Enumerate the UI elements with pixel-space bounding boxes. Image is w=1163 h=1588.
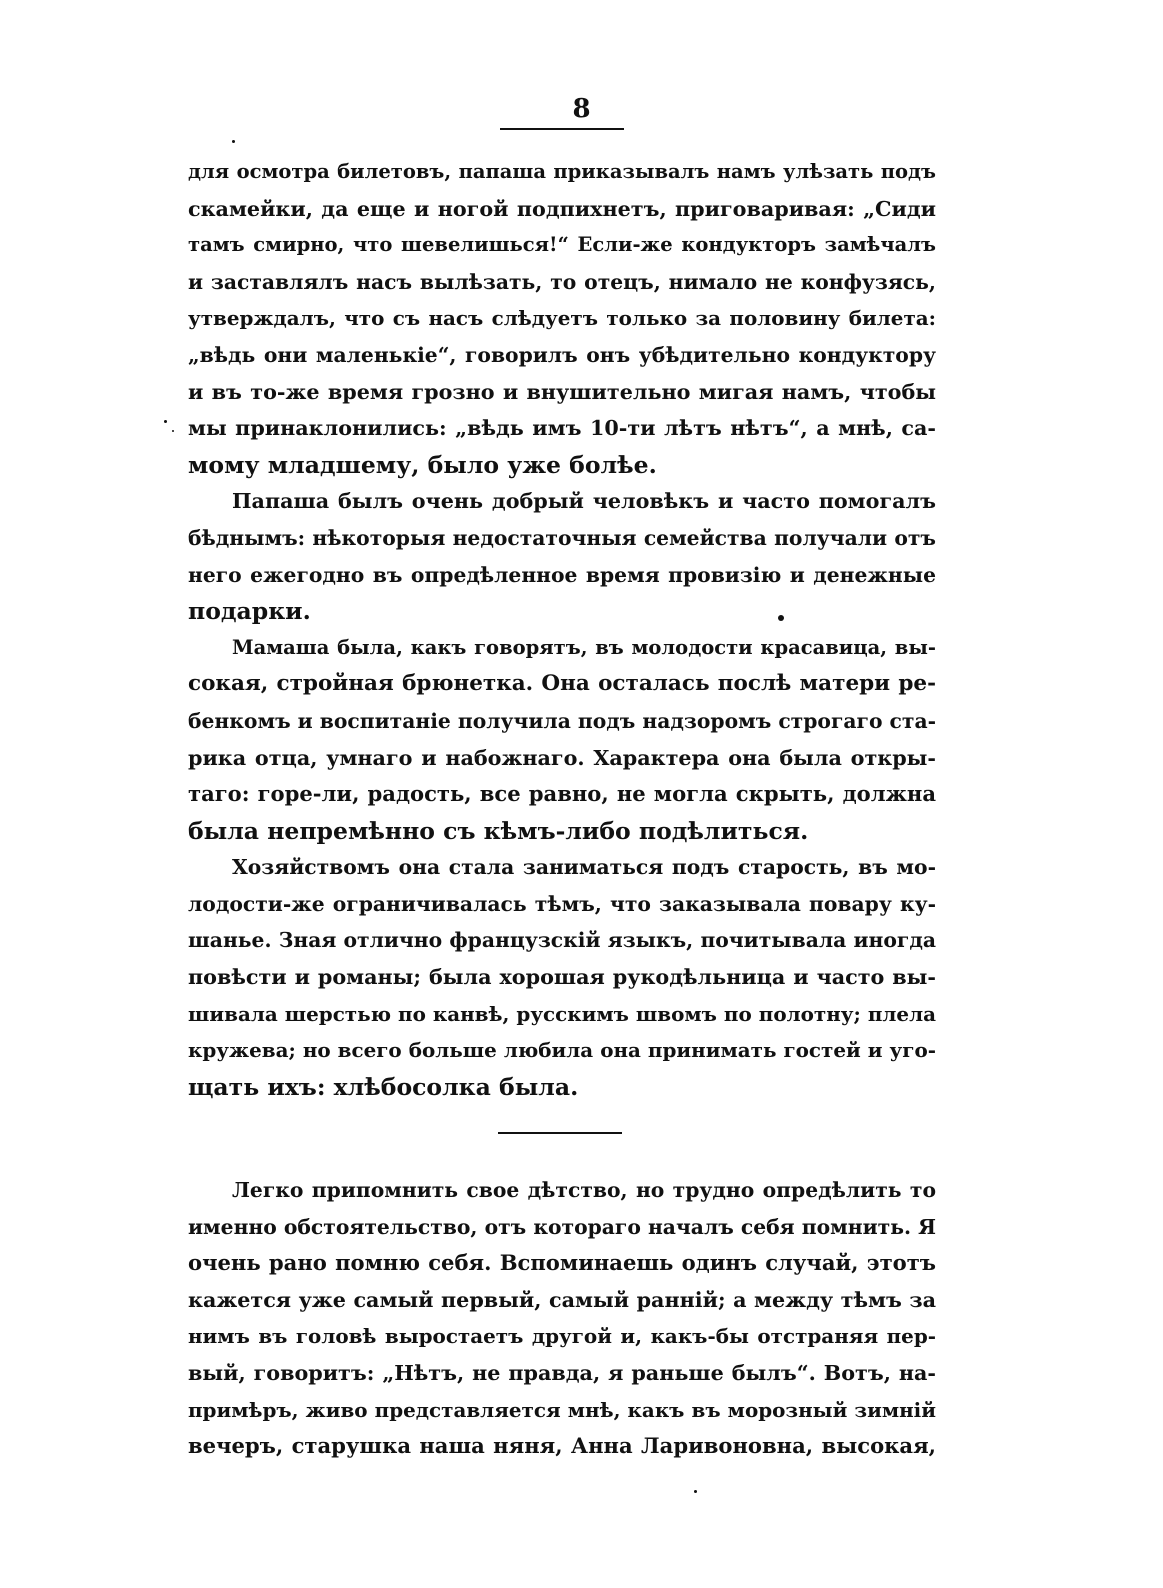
header-rule	[500, 128, 624, 130]
text-line: шанье. Зная отлично французскій языкъ, почитывала иногда	[188, 928, 936, 953]
text-line: лодости-же ограничивалась тѣмъ, что заказывала повару ку-	[188, 891, 936, 916]
text-line: для осмотра билетовъ, папаша приказывалъ намъ улѣзать подъ	[188, 160, 936, 183]
text-line: подарки.	[188, 597, 311, 626]
scan-speck	[694, 1490, 697, 1493]
text-line: кажется уже самый первый, самый ранній; а между тѣмъ за	[188, 1287, 936, 1312]
text-block-1	[188, 154, 936, 1105]
text-line: вый, говоритъ: „Нѣтъ, не правда, я раньше былъ“. Вотъ, на-	[188, 1360, 936, 1385]
text-line: именно обстоятельство, отъ котораго началъ себя помнить. Я	[188, 1214, 936, 1239]
text-line: Мамаша была, какъ говорятъ, въ молодости красавица, вы-	[232, 635, 936, 659]
text-line: утверждалъ, что съ насъ слѣдуетъ только за половину билета:	[188, 306, 936, 331]
text-line: и въ то-же время грозно и внушительно мигая намъ, чтобы	[188, 379, 936, 404]
text-line: скамейки, да еще и ногой подпихнетъ, приговаривая: „Сиди	[188, 196, 936, 221]
text-line: тамъ смирно, что шевелишься!“ Если-же кондукторъ замѣчалъ	[188, 233, 936, 257]
text-line: Хозяйствомъ она стала заниматься подъ старость, въ мо-	[232, 855, 936, 880]
text-line: вечеръ, старушка наша няня, Анна Ларивоновна, высокая,	[188, 1433, 936, 1459]
text-line: нимъ въ головѣ выростаетъ другой и, какъ-бы отстраняя пер-	[188, 1324, 936, 1349]
text-line: мы принаклонились: „вѣдь имъ 10-ти лѣтъ нѣтъ“, а мнѣ, са-	[188, 416, 936, 441]
text-line: мому младшему, было уже болѣе.	[188, 450, 657, 479]
text-line: щать ихъ: хлѣбосолка была.	[188, 1072, 579, 1101]
text-line: и заставлялъ насъ вылѣзать, то отецъ, нимало не конфузясь,	[188, 269, 936, 294]
text-line: примѣръ, живо представляется мнѣ, какъ въ морозный зимній	[188, 1397, 936, 1422]
text-line: бѣднымъ: нѣкоторыя недостаточныя семейства получали отъ	[188, 525, 936, 550]
text-line: рика отца, умнаго и набожнаго. Характера она была откры-	[188, 745, 936, 770]
text-line: сокая, стройная брюнетка. Она осталась послѣ матери ре-	[188, 671, 936, 697]
section-divider	[498, 1132, 622, 1134]
text-line: бенкомъ и воспитаніе получила подъ надзоромъ строгаго ста-	[188, 708, 936, 733]
page-number: 8	[572, 94, 591, 124]
text-line: него ежегодно въ опредѣленное время провизію и денежные	[188, 562, 936, 587]
text-line: таго: горе-ли, радость, все равно, не могла скрыть, должна	[188, 781, 936, 807]
text-line: „вѣдь они маленькіе“, говорилъ онъ убѣдительно кондуктору	[188, 342, 936, 367]
text-line: кружева; но всего больше любила она принимать гостей и уго-	[188, 1038, 936, 1063]
text-line: очень рано помню себя. Вспоминаешь одинъ случай, этотъ	[188, 1250, 936, 1276]
text-line: повѣсти и романы; была хорошая рукодѣльница и часто вы-	[188, 965, 936, 990]
scan-speck	[172, 430, 174, 432]
text-line: шивала шерстью по канвѣ, русскимъ швомъ по полотну; плела	[188, 1001, 936, 1026]
scan-speck	[232, 140, 235, 143]
text-block-2	[188, 1172, 936, 1465]
text-line: была непремѣнно съ кѣмъ-либо подѣлиться.	[188, 816, 809, 845]
text-line: Легко припомнить свое дѣтство, но трудно опредѣлить то	[232, 1178, 936, 1202]
text-line: Папаша былъ очень добрый человѣкъ и часто помогалъ	[232, 489, 936, 514]
scan-speck	[164, 420, 167, 423]
scan-speck	[778, 615, 784, 621]
